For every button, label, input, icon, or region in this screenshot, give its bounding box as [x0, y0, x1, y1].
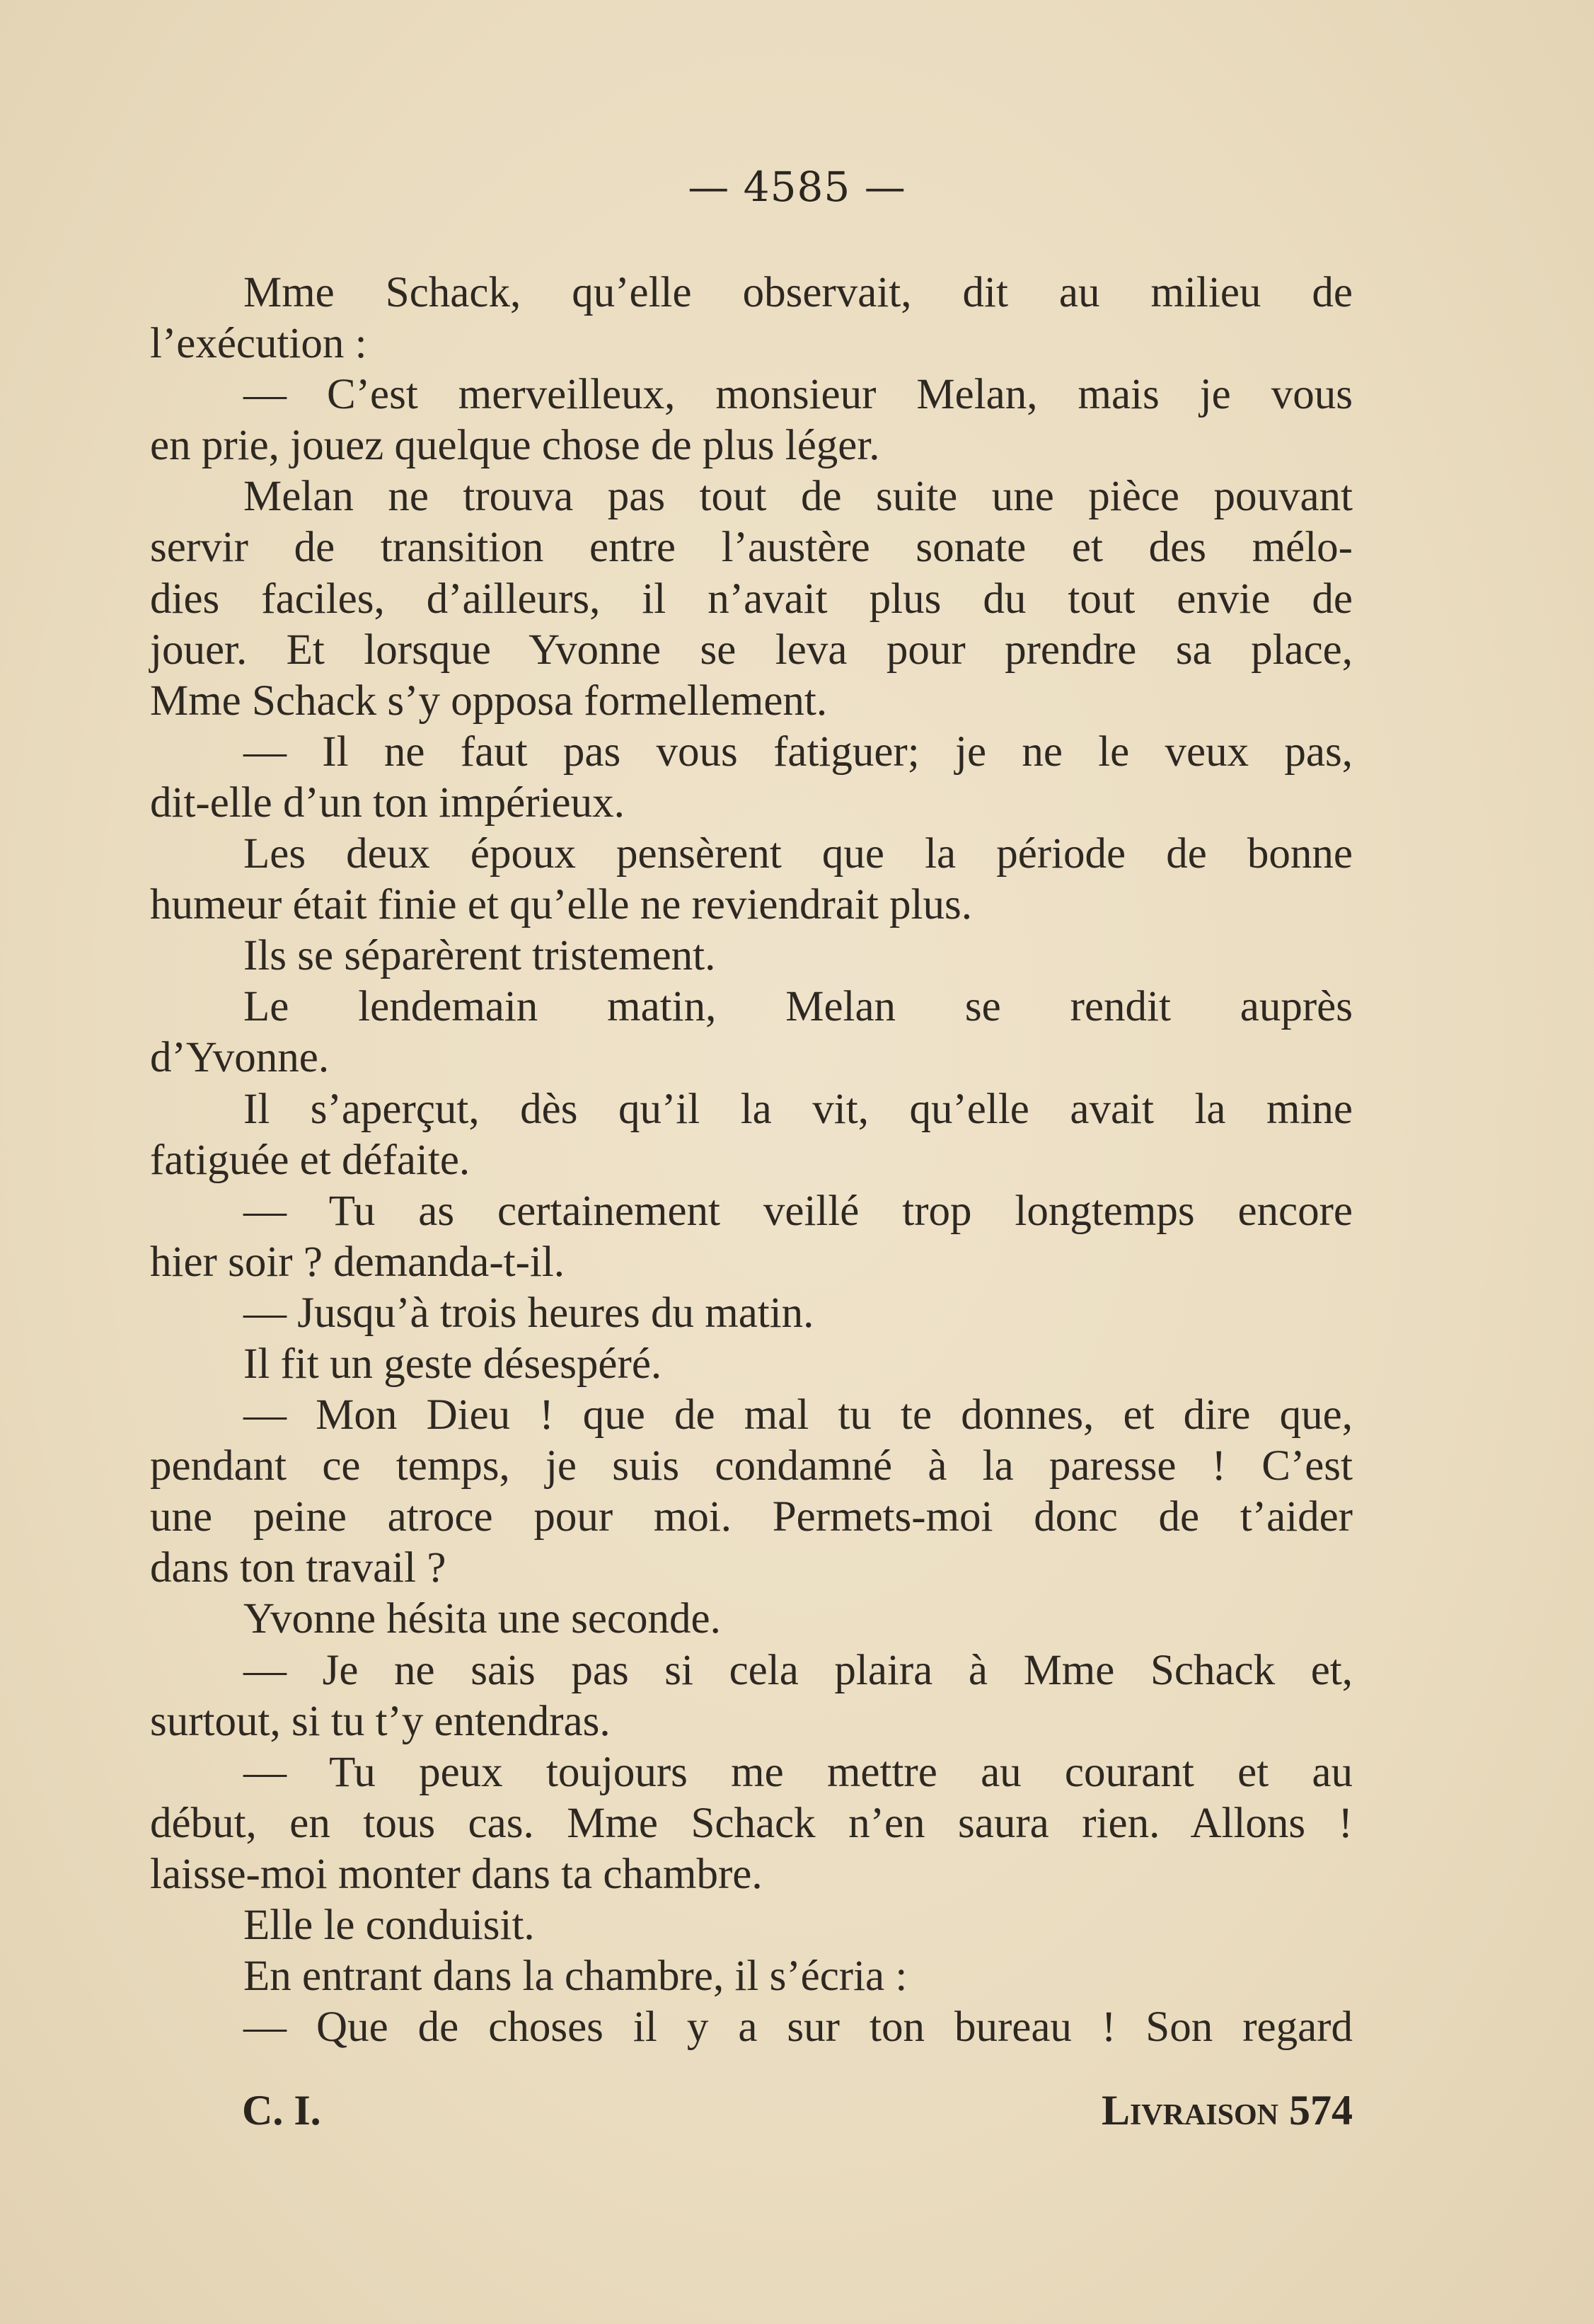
text-line: Yvonne hésita une seconde.	[243, 1595, 721, 1643]
page-footer	[150, 2086, 1353, 2143]
page-number: — 4585 —	[688, 163, 906, 211]
text-line: — Tu peux toujours me mettre au courant et au	[243, 1748, 1353, 1796]
footer-livraison: Livraison 574	[1101, 2087, 1353, 2134]
text-line: Mme Schack, qu’elle observait, dit au milieu de	[243, 269, 1353, 316]
text-line: Mme Schack s’y opposa formellement.	[150, 677, 828, 725]
text-line: Les deux époux pensèrent que la période de bonne	[243, 830, 1353, 878]
text-line: — Que de choses il y a sur ton bureau ! Son regard	[243, 2003, 1353, 2052]
footer-signature: C. I.	[242, 2087, 321, 2134]
text-line: — Tu as certainement veillé trop longtemps encore	[243, 1187, 1353, 1235]
text-line: Le lendemain matin, Melan se rendit auprès	[243, 983, 1353, 1031]
text-line: — Mon Dieu ! que de mal tu te donnes, et dire que,	[243, 1391, 1353, 1439]
text-line: dies faciles, d’ailleurs, il n’avait plus du tout envie de	[150, 575, 1353, 623]
text-line: Ils se séparèrent tristement.	[243, 932, 716, 980]
text-line: d’Yvonne.	[150, 1034, 330, 1082]
text-line: laisse-moi monter dans ta chambre.	[150, 1850, 763, 1898]
text-line: — Je ne sais pas si cela plaira à Mme Schack et,	[243, 1646, 1353, 1694]
text-line: hier soir ? demanda-t-il.	[150, 1238, 565, 1286]
text-line: début, en tous cas. Mme Schack n’en saura rien. Allons !	[150, 1799, 1353, 1847]
text-line: servir de transition entre l’austère sonate et des mélo-	[150, 524, 1353, 572]
text-line: l’exécution :	[150, 320, 367, 368]
text-line: Il s’aperçut, dès qu’il la vit, qu’elle avait la mine	[243, 1085, 1353, 1133]
text-line: Il fit un geste désespéré.	[243, 1340, 662, 1388]
text-line: dit-elle d’un ton impérieux.	[150, 778, 625, 827]
text-line: jouer. Et lorsque Yvonne se leva pour prendre sa place,	[150, 626, 1353, 674]
text-line: une peine atroce pour moi. Permets-moi donc de t’aider	[150, 1493, 1353, 1541]
text-line: fatiguée et défaite.	[150, 1136, 470, 1184]
text-line: surtout, si tu t’y entendras.	[150, 1697, 611, 1745]
text-line: humeur était finie et qu’elle ne reviendrait plus.	[150, 881, 972, 929]
body-text	[150, 268, 1353, 2053]
text-line: Melan ne trouva pas tout de suite une pièce pouvant	[243, 473, 1353, 521]
text-line: En entrant dans la chambre, il s’écria :	[243, 1952, 908, 2001]
text-line: en prie, jouez quelque chose de plus léger.	[150, 422, 880, 470]
text-line: dans ton travail ?	[150, 1544, 446, 1592]
text-line: — Il ne faut pas vous fatiguer; je ne le veux pas,	[243, 727, 1353, 776]
text-line: — Jusqu’à trois heures du matin.	[243, 1289, 814, 1337]
text-line: — C’est merveilleux, monsieur Melan, mais je vous	[243, 371, 1353, 419]
text-line: Elle le conduisit.	[243, 1902, 535, 1949]
text-line: pendant ce temps, je suis condamné à la paresse ! C’est	[150, 1442, 1353, 1490]
